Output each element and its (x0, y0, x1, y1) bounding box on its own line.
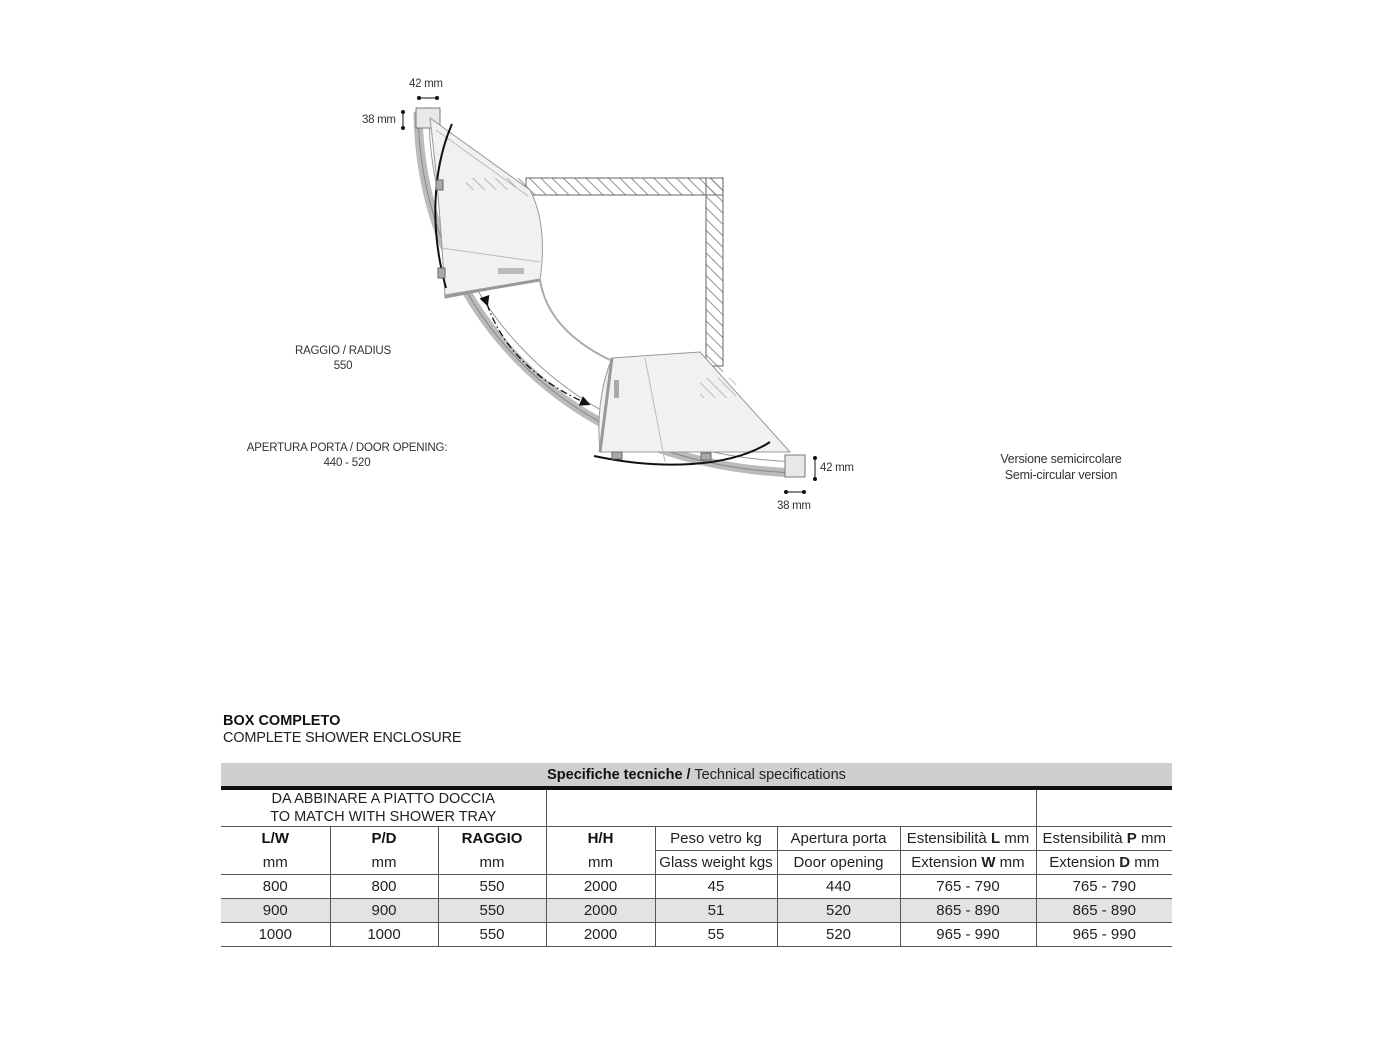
upper-door-panel (430, 118, 542, 298)
col-apertura-en: Door opening (777, 851, 900, 875)
cell: 51 (655, 899, 777, 923)
table-row (221, 923, 1172, 947)
version-caption (976, 451, 1146, 483)
radius-annotation (270, 344, 416, 374)
cell: 2000 (546, 899, 655, 923)
ext-l-pre: Estensibilità (906, 830, 991, 847)
door-opening-label: APERTURA PORTA / DOOR OPENING: (246, 442, 448, 454)
ext-d-post: mm (1130, 854, 1160, 871)
dim-right-width: 42 mm (820, 462, 854, 474)
note-en: TO MATCH WITH SHOWER TRAY (270, 809, 497, 825)
cell: 520 (777, 899, 900, 923)
radius-label: RAGGIO / RADIUS (294, 345, 392, 357)
ext-w-post: mm (995, 854, 1025, 871)
ext-w-bold: W (981, 854, 996, 871)
cell: 800 (221, 875, 330, 899)
dim-top-depth: 38 mm (362, 114, 396, 126)
col-pd: P/D (330, 827, 438, 851)
col-ext-d (1036, 851, 1172, 875)
col-ext-w (900, 851, 1036, 875)
cell: 1000 (330, 923, 438, 947)
note-empty-cell (546, 788, 1036, 827)
cell: 2000 (546, 875, 655, 899)
dim-top-width: 42 mm (409, 78, 443, 90)
shower-tray-note (221, 788, 546, 827)
cell: 550 (438, 899, 546, 923)
cell: 800 (330, 875, 438, 899)
table-row (221, 899, 1172, 923)
door-opening-value: 440 - 520 (323, 457, 371, 469)
column-header-row-bottom (221, 851, 1172, 875)
section-title (223, 713, 461, 746)
ext-l-post: mm (1000, 830, 1030, 847)
col-pd-unit: mm (330, 851, 438, 875)
version-en: Semi-circular version (1004, 468, 1118, 482)
col-ext-p (1036, 827, 1172, 851)
title-en: COMPLETE SHOWER ENCLOSURE (223, 730, 462, 746)
version-it: Versione semicircolare (1000, 452, 1122, 466)
col-raggio-unit: mm (438, 851, 546, 875)
inner-track-curve (540, 280, 610, 360)
ext-l-bold: L (990, 830, 1001, 847)
note-row (221, 788, 1172, 827)
col-peso-en: Glass weight kgs (655, 851, 777, 875)
cell: 2000 (546, 923, 655, 947)
note-it: DA ABBINARE A PIATTO DOCCIA (271, 791, 495, 807)
table-header (221, 763, 1172, 788)
ext-p-pre: Estensibilità (1042, 830, 1127, 847)
ext-w-pre: Extension (911, 854, 982, 871)
cell: 45 (655, 875, 777, 899)
spec-table (221, 763, 1172, 947)
ext-d-bold: D (1119, 854, 1131, 871)
col-peso: Peso vetro kg (655, 827, 777, 851)
header-normal: Technical specifications (694, 766, 846, 783)
cell: 440 (777, 875, 900, 899)
table-row (221, 875, 1172, 899)
col-apertura: Apertura porta (777, 827, 900, 851)
right-wall-profile (785, 455, 805, 477)
note-empty-cell-right (1036, 788, 1172, 827)
dim-right-depth: 38 mm (777, 500, 811, 512)
door-opening-arrow (487, 304, 588, 404)
cell: 900 (221, 899, 330, 923)
col-ext-l (900, 827, 1036, 851)
header-bold: Specifiche tecniche / (547, 766, 691, 783)
cell: 1000 (221, 923, 330, 947)
col-hh-unit: mm (546, 851, 655, 875)
ext-p-post: mm (1136, 830, 1166, 847)
col-raggio: RAGGIO (438, 827, 546, 851)
cell: 965 - 990 (1036, 923, 1172, 947)
col-lw: L/W (221, 827, 330, 851)
cell: 865 - 890 (900, 899, 1036, 923)
cell: 900 (330, 899, 438, 923)
cell: 550 (438, 923, 546, 947)
cell: 765 - 790 (1036, 875, 1172, 899)
lower-door-panel (594, 352, 790, 465)
ext-d-pre: Extension (1049, 854, 1120, 871)
table-header-row (221, 763, 1172, 788)
cell: 965 - 990 (900, 923, 1036, 947)
title-it: BOX COMPLETO (223, 713, 341, 729)
col-hh: H/H (546, 827, 655, 851)
cell: 550 (438, 875, 546, 899)
cell: 865 - 890 (1036, 899, 1172, 923)
cell: 520 (777, 923, 900, 947)
column-header-row-top (221, 827, 1172, 851)
radius-value: 550 (333, 360, 353, 372)
door-opening-annotation (240, 441, 454, 471)
cell: 765 - 790 (900, 875, 1036, 899)
col-lw-unit: mm (221, 851, 330, 875)
cell: 55 (655, 923, 777, 947)
ext-p-bold: P (1126, 830, 1137, 847)
